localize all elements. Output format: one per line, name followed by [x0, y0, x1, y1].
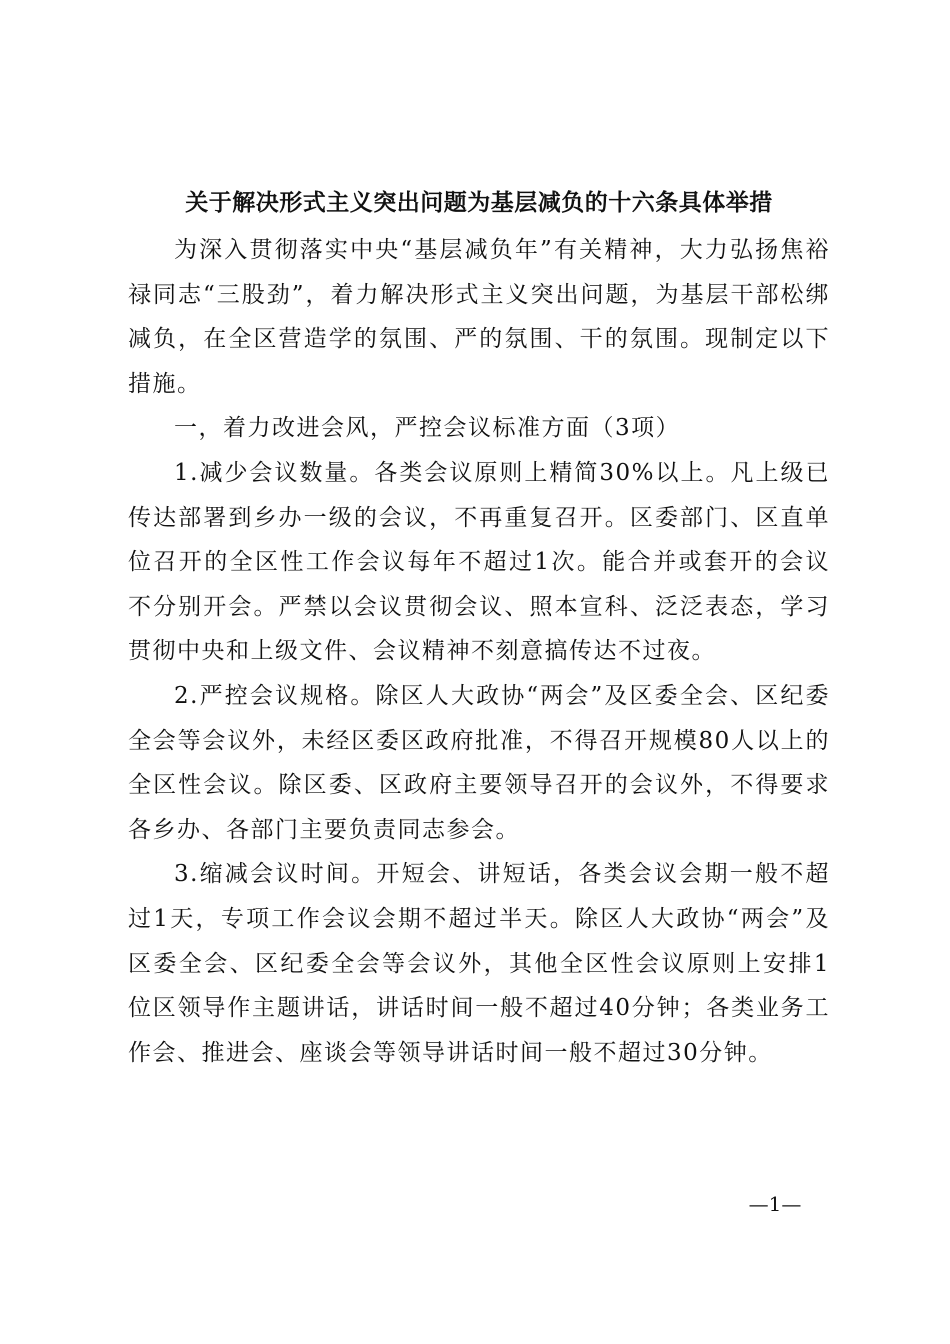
- intro-paragraph: 为深入贯彻落实中央“基层减负年”有关精神，大力弘扬焦裕禄同志“三股劲”，着力解决形式主义突出问题，为基层干部松绑减负，在全区营造学的氛围、严的氛围、干的氛围。现制定以下措施。: [128, 237, 830, 397]
- measure-paragraph-2: 2.严控会议规格。除区人大政协“两会”及区委全会、区纪委全会等会议外，未经区委区政府批准，不得召开规模80人以上的全区性会议。除区委、区政府主要领导召开的会议外，不得要求各乡办、各部门主要负责同志参会。: [128, 682, 830, 843]
- measure-paragraph-1: 1.减少会议数量。各类会议原则上精简30%以上。凡上级已传达部署到乡办一级的会议，不再重复召开。区委部门、区直单位召开的全区性工作会议每年不超过1次。能合并或套开的会议不分别开会。严禁以会议贯彻会议、照本宣科、泛泛表态，学习贯彻中央和上级文件、会议精神不刻意搞传达不过夜。: [128, 459, 830, 665]
- document-body: [128, 228, 830, 1075]
- page-number: —1—: [748, 1192, 802, 1216]
- measure-paragraph-3: 3.缩减会议时间。开短会、讲短话，各类会议会期一般不超过1天，专项工作会议会期不超过半天。除区人大政协“两会”及区委全会、区纪委全会等会议外，其他全区性会议原则上安排1位区领导作主题讲话，讲话时间一般不超过40分钟；各类业务工作会、推进会、座谈会等领导讲话时间一般不超过30分钟。: [128, 861, 830, 1066]
- section-heading: 一，着力改进会风，严控会议标准方面（3项）: [174, 415, 681, 442]
- document-title: 关于解决形式主义突出问题为基层减负的十六条具体举措: [185, 189, 773, 216]
